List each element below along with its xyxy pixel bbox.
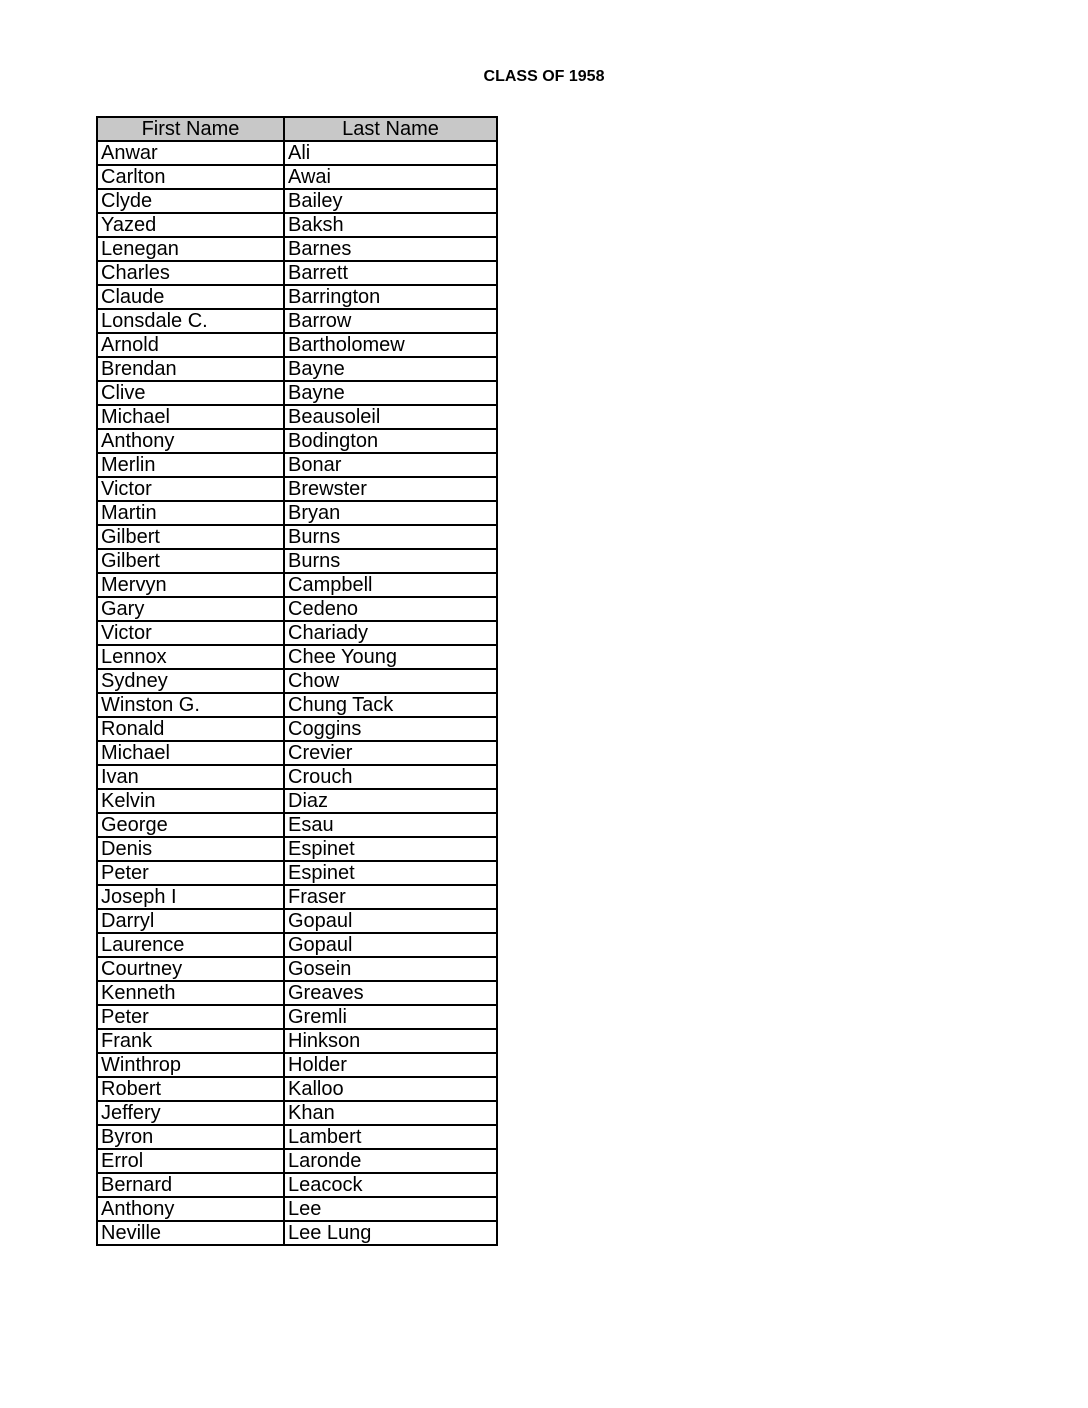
table-row: [97, 909, 497, 933]
first-name-cell: Claude: [97, 285, 284, 309]
last-name-cell: Kalloo: [284, 1077, 497, 1101]
first-name-cell: Winthrop: [97, 1053, 284, 1077]
last-name-cell: Khan: [284, 1101, 497, 1125]
last-name-cell: Chow: [284, 669, 497, 693]
column-header-first-name: First Name: [97, 117, 284, 141]
last-name-cell: Espinet: [284, 837, 497, 861]
table-row: [97, 789, 497, 813]
first-name-cell: Anthony: [97, 1197, 284, 1221]
last-name-cell: Chariady: [284, 621, 497, 645]
table-row: [97, 285, 497, 309]
table-row: [97, 981, 497, 1005]
first-name-cell: Gilbert: [97, 525, 284, 549]
first-name-cell: Darryl: [97, 909, 284, 933]
first-name-cell: Byron: [97, 1125, 284, 1149]
first-name-cell: Charles: [97, 261, 284, 285]
table-row: [97, 309, 497, 333]
table-row: [97, 429, 497, 453]
table-row: [97, 477, 497, 501]
table-row: [97, 165, 497, 189]
last-name-cell: Bonar: [284, 453, 497, 477]
table-row: [97, 525, 497, 549]
table-row: [97, 933, 497, 957]
last-name-cell: Campbell: [284, 573, 497, 597]
table-header-row: [97, 117, 497, 141]
table-row: [97, 1197, 497, 1221]
first-name-cell: Carlton: [97, 165, 284, 189]
first-name-cell: Sydney: [97, 669, 284, 693]
table-row: [97, 765, 497, 789]
first-name-cell: Martin: [97, 501, 284, 525]
first-name-cell: Mervyn: [97, 573, 284, 597]
first-name-cell: Joseph I: [97, 885, 284, 909]
last-name-cell: Lambert: [284, 1125, 497, 1149]
first-name-cell: Victor: [97, 477, 284, 501]
table-row: [97, 597, 497, 621]
last-name-cell: Gosein: [284, 957, 497, 981]
last-name-cell: Esau: [284, 813, 497, 837]
last-name-cell: Burns: [284, 549, 497, 573]
first-name-cell: Frank: [97, 1029, 284, 1053]
table-row: [97, 717, 497, 741]
table-row: [97, 1029, 497, 1053]
last-name-cell: Leacock: [284, 1173, 497, 1197]
first-name-cell: Courtney: [97, 957, 284, 981]
last-name-cell: Burns: [284, 525, 497, 549]
table-row: [97, 501, 497, 525]
last-name-cell: Barnes: [284, 237, 497, 261]
last-name-cell: Awai: [284, 165, 497, 189]
first-name-cell: Merlin: [97, 453, 284, 477]
last-name-cell: Barrington: [284, 285, 497, 309]
last-name-cell: Espinet: [284, 861, 497, 885]
table-row: [97, 357, 497, 381]
table-row: [97, 837, 497, 861]
table-row: [97, 381, 497, 405]
first-name-cell: Bernard: [97, 1173, 284, 1197]
first-name-cell: Lenegan: [97, 237, 284, 261]
roster-table: [96, 116, 498, 1246]
table-row: [97, 549, 497, 573]
last-name-cell: Brewster: [284, 477, 497, 501]
column-header-last-name: Last Name: [284, 117, 497, 141]
last-name-cell: Diaz: [284, 789, 497, 813]
table-row: [97, 261, 497, 285]
table-row: [97, 861, 497, 885]
last-name-cell: Chee Young: [284, 645, 497, 669]
last-name-cell: Crouch: [284, 765, 497, 789]
table-row: [97, 213, 497, 237]
first-name-cell: Yazed: [97, 213, 284, 237]
last-name-cell: Gopaul: [284, 933, 497, 957]
last-name-cell: Barrett: [284, 261, 497, 285]
last-name-cell: Fraser: [284, 885, 497, 909]
first-name-cell: Victor: [97, 621, 284, 645]
last-name-cell: Bartholomew: [284, 333, 497, 357]
last-name-cell: Crevier: [284, 741, 497, 765]
first-name-cell: Ronald: [97, 717, 284, 741]
last-name-cell: Lee: [284, 1197, 497, 1221]
table-row: [97, 141, 497, 165]
first-name-cell: Robert: [97, 1077, 284, 1101]
last-name-cell: Bayne: [284, 381, 497, 405]
last-name-cell: Laronde: [284, 1149, 497, 1173]
first-name-cell: Lonsdale C.: [97, 309, 284, 333]
table-row: [97, 189, 497, 213]
first-name-cell: Clive: [97, 381, 284, 405]
table-row: [97, 885, 497, 909]
last-name-cell: Barrow: [284, 309, 497, 333]
table-row: [97, 645, 497, 669]
table-row: [97, 1077, 497, 1101]
first-name-cell: Jeffery: [97, 1101, 284, 1125]
last-name-cell: Bodington: [284, 429, 497, 453]
table-row: [97, 573, 497, 597]
last-name-cell: Lee Lung: [284, 1221, 497, 1245]
first-name-cell: Peter: [97, 861, 284, 885]
table-row: [97, 237, 497, 261]
first-name-cell: Clyde: [97, 189, 284, 213]
first-name-cell: Neville: [97, 1221, 284, 1245]
page-title: [0, 68, 1088, 86]
last-name-cell: Ali: [284, 141, 497, 165]
page-title-text: CLASS OF 1958: [483, 68, 605, 85]
first-name-cell: Michael: [97, 405, 284, 429]
first-name-cell: Brendan: [97, 357, 284, 381]
first-name-cell: Gary: [97, 597, 284, 621]
first-name-cell: Anthony: [97, 429, 284, 453]
first-name-cell: Anwar: [97, 141, 284, 165]
last-name-cell: Greaves: [284, 981, 497, 1005]
first-name-cell: George: [97, 813, 284, 837]
first-name-cell: Ivan: [97, 765, 284, 789]
last-name-cell: Hinkson: [284, 1029, 497, 1053]
table-row: [97, 1125, 497, 1149]
table-row: [97, 453, 497, 477]
table-row: [97, 1005, 497, 1029]
table-row: [97, 693, 497, 717]
last-name-cell: Chung Tack: [284, 693, 497, 717]
table-row: [97, 813, 497, 837]
table-row: [97, 1221, 497, 1245]
last-name-cell: Coggins: [284, 717, 497, 741]
table-row: [97, 669, 497, 693]
first-name-cell: Laurence: [97, 933, 284, 957]
last-name-cell: Bayne: [284, 357, 497, 381]
last-name-cell: Cedeno: [284, 597, 497, 621]
table-row: [97, 1053, 497, 1077]
table-body: [97, 141, 497, 1245]
table-row: [97, 405, 497, 429]
table-row: [97, 621, 497, 645]
table-row: [97, 1149, 497, 1173]
first-name-cell: Gilbert: [97, 549, 284, 573]
last-name-cell: Bailey: [284, 189, 497, 213]
first-name-cell: Lennox: [97, 645, 284, 669]
first-name-cell: Kelvin: [97, 789, 284, 813]
first-name-cell: Peter: [97, 1005, 284, 1029]
first-name-cell: Arnold: [97, 333, 284, 357]
last-name-cell: Gopaul: [284, 909, 497, 933]
table-row: [97, 957, 497, 981]
first-name-cell: Kenneth: [97, 981, 284, 1005]
first-name-cell: Winston G.: [97, 693, 284, 717]
table-row: [97, 741, 497, 765]
last-name-cell: Baksh: [284, 213, 497, 237]
last-name-cell: Bryan: [284, 501, 497, 525]
last-name-cell: Holder: [284, 1053, 497, 1077]
first-name-cell: Michael: [97, 741, 284, 765]
last-name-cell: Beausoleil: [284, 405, 497, 429]
table-row: [97, 1173, 497, 1197]
last-name-cell: Gremli: [284, 1005, 497, 1029]
table-row: [97, 333, 497, 357]
table-row: [97, 1101, 497, 1125]
first-name-cell: Denis: [97, 837, 284, 861]
first-name-cell: Errol: [97, 1149, 284, 1173]
